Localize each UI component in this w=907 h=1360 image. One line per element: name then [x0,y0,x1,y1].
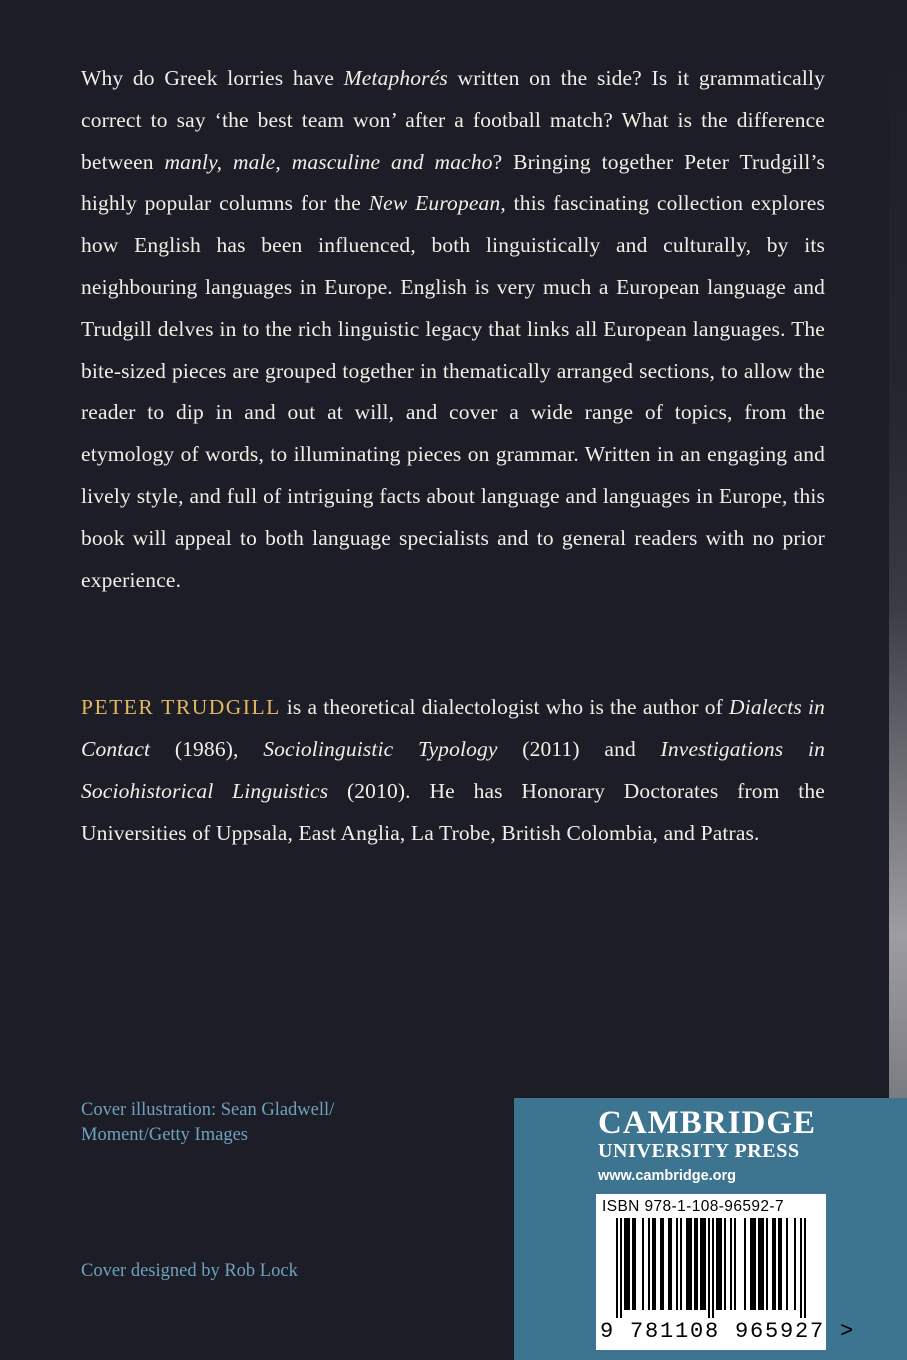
publisher-panel [514,1098,907,1360]
barcode-bar [724,1218,726,1310]
ean-number: 9 781108 965927 > [600,1319,856,1344]
barcode-bar [694,1218,696,1310]
barcode-bar [734,1218,736,1310]
barcode-bar [712,1218,714,1318]
barcode-bar [662,1218,664,1310]
barcode-bar [804,1218,806,1318]
isbn-text: ISBN 978-1-108-96592-7 [602,1198,784,1215]
barcode-bar [616,1218,618,1318]
barcode-bar [778,1218,780,1310]
barcode-bar [668,1218,670,1310]
cover-illustration-credit: Cover illustration: Sean Gladwell/ Moment/Getty Images [81,1100,335,1145]
barcode-bar [752,1218,754,1310]
book-title: Investigations in Sociohistorical Linguistics [81,737,825,803]
barcode-bar [700,1218,702,1310]
barcode-bar [676,1218,678,1310]
barcode-bar [780,1218,782,1310]
barcode-bar [716,1218,718,1310]
barcode-bar [648,1218,650,1310]
barcode-bar [626,1218,628,1310]
publisher-logo-press: UNIVERSITY PRESS [598,1140,800,1162]
barcode-bar [730,1218,732,1310]
barcode-bar [704,1218,706,1310]
barcode-icon [596,1218,826,1318]
barcode-bar [800,1218,802,1318]
author-name: PETER TRUDGILL [81,695,281,719]
publisher-logo-name: CAMBRIDGE [598,1105,817,1141]
barcode-bar [696,1218,698,1310]
barcode-bar [632,1218,634,1310]
barcode-bar [634,1218,636,1310]
cover-image-edge [889,0,907,1100]
barcode-bar [786,1218,788,1310]
barcode-bar [642,1218,644,1310]
barcode-bar [750,1218,752,1310]
barcode-bar [744,1218,746,1310]
barcode-bar [720,1218,722,1310]
barcode-bar [660,1218,662,1310]
barcode-bar [708,1218,710,1318]
barcode-label [596,1194,856,1350]
book-blurb: Why do Greek lorries have Metaphorés written on the side? Is it grammatically correct to say ‘the best team won’ after a football match? What is the difference between manly, male, masculine and macho? Bringing together Peter Trudgill’s highly popular columns for the New European, this fascinating collection explores how English has been influenced, both linguistically and culturally, by its neighbouring languages in Europe. English is very much a European language and Trudgill delves in to the rich linguistic legacy that links all European languages. The bite-sized pieces are grouped together in thematically arranged sections, to allow the reader to dip in and out at will, and cover a wide range of topics, from the etymology of words, to illuminating pieces on grammar. Written in an engaging and lively style, and full of intriguing facts about language and languages in Europe, this book will appeal to both language specialists and to general readers with no prior experience. [81,66,825,592]
barcode-bar [620,1218,622,1318]
barcode-bar [794,1218,796,1310]
cover-designer-credit: Cover designed by Rob Lock [81,1261,298,1281]
barcode-bar [690,1218,692,1310]
barcode-bar [760,1218,762,1310]
barcode-bar [762,1218,764,1310]
barcode-bar [774,1218,776,1310]
barcode-bar [688,1218,690,1310]
barcode-bar [766,1218,768,1310]
barcode-bar [670,1218,672,1310]
publisher-website: www.cambridge.org [598,1168,737,1184]
barcode-bar [624,1218,626,1310]
barcode-bar [718,1218,720,1310]
author-bio: PETER TRUDGILL is a theoretical dialectologist who is the author of Dialects in Contact (1986), Sociolinguistic Typology (2011) and Investigations in Sociohistorical Linguistics (2010). He has Honorary Doctorates from the Universities of Uppsala, East Anglia, La Trobe, British Colombia, and Patras. [81,695,825,845]
barcode-bar [652,1218,654,1310]
barcode-bar [702,1218,704,1310]
barcode-bar [772,1218,774,1310]
book-title: Sociolinguistic Typology [263,737,498,761]
barcode-bar [654,1218,656,1310]
barcode-bar [758,1218,760,1310]
book-title: Dialects in Contact [81,695,825,761]
barcode-bar [680,1218,682,1310]
barcode-bar [628,1218,630,1310]
barcode-bar [754,1218,756,1310]
barcode-bar [686,1218,688,1310]
